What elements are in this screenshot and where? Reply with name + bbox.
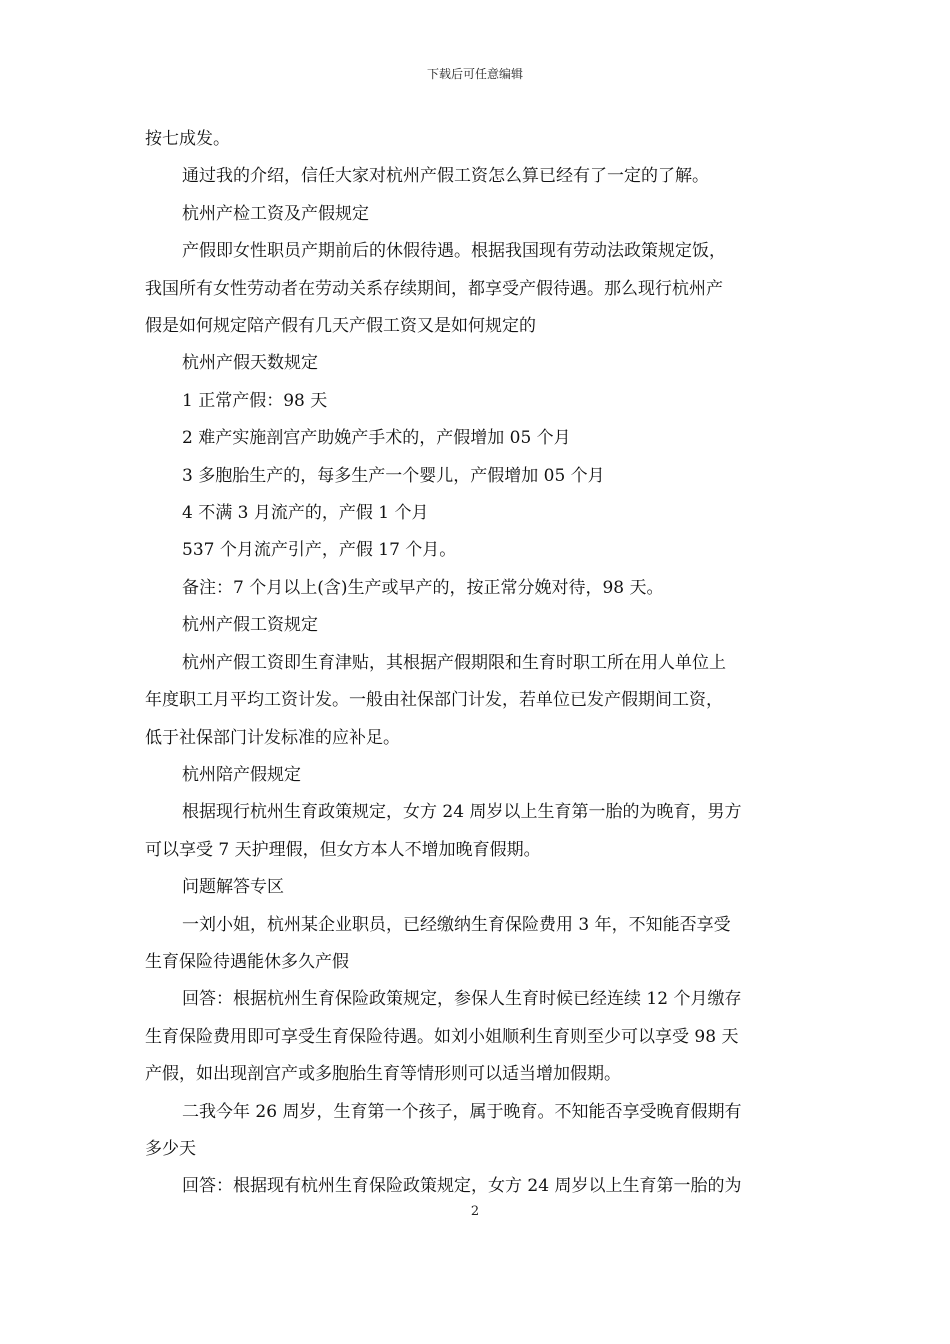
- text-line: 可以享受 7 天护理假，但女方本人不增加晚育假期。: [145, 839, 541, 860]
- text-line: 回答：根据现有杭州生育保险政策规定，女方 24 周岁以上生育第一胎的为: [182, 1176, 742, 1197]
- text-line: 产假，如出现剖宫产或多胞胎生育等情形则可以适当增加假期。: [145, 1064, 621, 1085]
- text-line: 杭州产假工资即生育津贴，其根据产假期限和生育时职工所在用人单位上: [182, 652, 726, 673]
- text-line: 产假即女性职员产期前后的休假待遇。根据我国现有劳动法政策规定饭，: [182, 241, 726, 262]
- section-heading: 杭州产假工资规定: [182, 615, 318, 636]
- list-item: 1 正常产假：98 天: [182, 390, 328, 411]
- document-body: [145, 121, 810, 1206]
- section-heading: 问题解答专区: [182, 877, 284, 898]
- list-item: 4 不满 3 月流产的，产假 1 个月: [182, 503, 429, 524]
- text-line: 低于社保部门计发标准的应补足。: [145, 727, 400, 748]
- text-line: 回答：根据杭州生育保险政策规定，参保人生育时候已经连续 12 个月缴存: [182, 989, 742, 1010]
- list-item: 2 难产实施剖宫产助娩产手术的，产假增加 05 个月: [182, 428, 571, 449]
- page-header: 下载后可任意编辑: [426, 67, 523, 81]
- text-line: 多少天: [145, 1138, 196, 1159]
- text-line: 一刘小姐，杭州某企业职员，已经缴纳生育保险费用 3 年，不知能否享受: [182, 914, 731, 935]
- section-heading: 杭州产检工资及产假规定: [182, 203, 369, 224]
- text-line: 生育保险费用即可享受生育保险待遇。如刘小姐顺利生育则至少可以享受 98 天: [145, 1026, 739, 1047]
- note-line: 备注：7 个月以上(含)生产或早产的，按正常分娩对待，98 天。: [182, 577, 664, 598]
- text-line: 按七成发。: [145, 129, 230, 149]
- page-number: 2: [470, 1204, 480, 1219]
- text-line: 假是如何规定陪产假有几天产假工资又是如何规定的: [145, 316, 536, 337]
- text-line: 根据现行杭州生育政策规定，女方 24 周岁以上生育第一胎的为晚育，男方: [182, 802, 742, 823]
- section-heading: 杭州产假天数规定: [182, 353, 318, 374]
- list-item: 3 多胞胎生产的，每多生产一个婴儿，产假增加 05 个月: [182, 465, 605, 486]
- text-line: 二我今年 26 周岁，生育第一个孩子，属于晚育。不知能否享受晚育假期有: [182, 1101, 742, 1122]
- list-item: 537 个月流产引产，产假 17 个月。: [182, 540, 457, 561]
- section-heading: 杭州陪产假规定: [182, 764, 301, 785]
- text-line: 年度职工月平均工资计发。一般由社保部门计发，若单位已发产假期间工资，: [145, 690, 723, 711]
- text-line: 通过我的介绍，信任大家对杭州产假工资怎么算已经有了一定的了解。: [182, 166, 709, 187]
- text-line: 生育保险待遇能休多久产假: [145, 951, 349, 972]
- text-line: 我国所有女性劳动者在劳动关系存续期间，都享受产假待遇。那么现行杭州产: [145, 278, 723, 299]
